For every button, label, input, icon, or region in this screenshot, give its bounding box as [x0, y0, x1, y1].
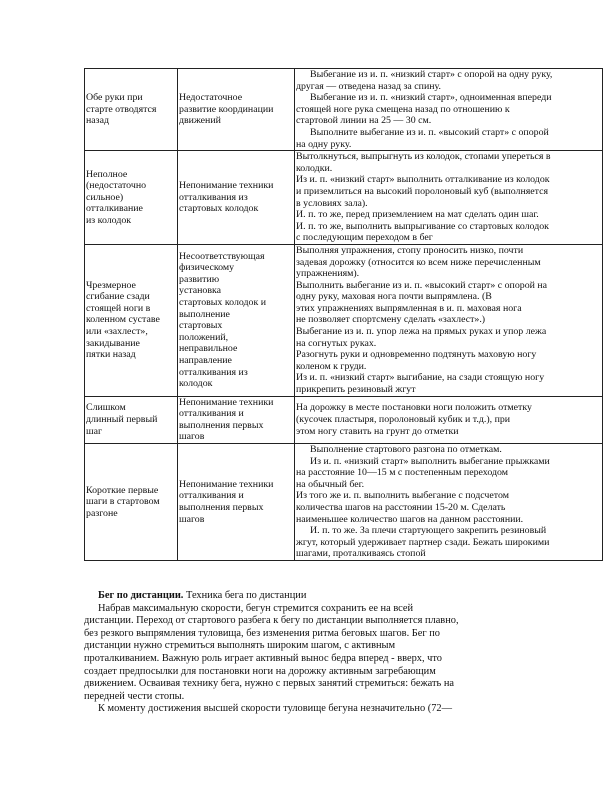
paragraph-line: передней чести стопы. — [84, 690, 185, 702]
exercise-cell — [295, 444, 603, 561]
paragraph-line: дистанции. Переход от стартового разбега к бегу по дистанции выполняется плавно, — [84, 615, 459, 627]
cause-cell-line: Недостаточное — [179, 92, 243, 104]
error-cell-line: сильное) — [86, 191, 124, 203]
exercise-cell-line: не позволяет спортсмену сделать «захлест».) — [296, 314, 486, 326]
exercise-cell-line: Выбегание из и. п. упор лежа на прямых руках и упор лежа — [296, 326, 547, 338]
error-cell-line: или «захлест», — [86, 326, 148, 338]
exercise-cell-line: в условиях зала). — [296, 197, 368, 209]
exercise-cell-line: Выбегание из и. п. «низкий старт» с опорой на одну руку, — [310, 69, 553, 80]
cause-cell-line: стартовых колодок и — [179, 297, 267, 309]
paragraph-line: без резкого выпрямления туловища, без изменения ритма беговых шагов. Бег по — [84, 627, 440, 639]
exercise-cell-line: Из того же и. п. выполнить выбегание с подсчетом — [296, 490, 509, 502]
error-cell — [85, 444, 178, 561]
cause-cell-line: отталкивания и — [179, 490, 244, 502]
cause-cell-line: установка — [179, 285, 222, 297]
error-cell-line: стоящей ноги в — [86, 302, 151, 314]
error-cell-line: шаг — [86, 425, 103, 437]
cause-cell-line: Непонимание техники — [179, 478, 274, 490]
exercise-cell-line: упражнениям). — [296, 268, 360, 280]
section-heading: Бег по дистанции. — [98, 590, 184, 601]
exercise-cell-line: И. п. то же, перед приземлением на мат сделать один шаг. — [296, 209, 539, 221]
exercise-cell-line: этих упражнениях выпрямленная в и. п. маховая нога — [296, 302, 522, 314]
cause-cell-line: Непонимание техники — [179, 396, 274, 408]
error-cell-line: разгоне — [86, 507, 118, 519]
cause-cell-line: развитию — [179, 273, 220, 285]
error-cell-line: Слишком — [86, 402, 126, 414]
error-cell — [85, 69, 178, 151]
paragraph-line: дистанции нужно стремиться выполнять широким шагом, с активным — [84, 640, 396, 652]
error-cell-line: пятки назад — [86, 349, 136, 361]
cause-cell-line: неправильное — [179, 343, 238, 355]
exercise-cell-line: Разогнуть руки и одновременно подтянуть маховую ногу — [296, 349, 537, 361]
exercise-cell-line: Выполнение стартового разгона по отметкам. — [310, 444, 502, 455]
exercise-cell-line: стоящей ноге рука смещена назад по отношению к — [296, 103, 510, 115]
error-cell-line: Обе руки при — [86, 92, 143, 104]
exercise-cell-line: Из и. п. «низкий старт» выполнить отталкивание из колодок — [296, 174, 550, 186]
table-row — [85, 396, 603, 443]
exercise-cell-line: жгут, который удерживает партнер сзади. Бежать широкими — [296, 536, 550, 548]
exercise-cell-line: наименьшее количество шагов на данном расстоянии. — [296, 513, 524, 525]
cause-cell — [178, 396, 295, 443]
cause-cell-line: направление — [179, 355, 232, 367]
error-cell-line: закидывание — [86, 337, 140, 349]
errors-table — [84, 68, 603, 561]
cause-cell-line: Несоответствующая — [179, 250, 265, 262]
error-cell-line: шаги в стартовом — [86, 496, 160, 508]
exercise-cell-line: на обычный бег. — [296, 478, 365, 490]
error-cell-line: длинный первый — [86, 414, 158, 426]
exercise-cell-line: одну руку, маховая нога почти выпрямлена. (В — [296, 291, 492, 303]
cause-cell-line: шагов — [179, 513, 205, 525]
cause-cell-line: отталкивания из — [179, 191, 248, 203]
section-subheading: Техника бега по дистанции — [183, 590, 307, 601]
exercise-cell-line: На дорожку в месте постановки ноги положить отметку — [296, 402, 532, 414]
exercise-cell-line: с последующим переходом в бег — [296, 232, 433, 244]
exercise-cell-line: колодки. — [296, 162, 333, 174]
exercise-cell-line: Выполнить выбегание из и. п. «высокий старт» с опорой на — [296, 279, 548, 291]
exercise-cell-line: Выполняя упражнения, стопу проносить низко, почти — [296, 244, 524, 256]
exercise-cell-line: стартовой линии на 25 — 30 см. — [296, 115, 432, 127]
table-row — [85, 151, 603, 245]
section-heading-line — [84, 590, 584, 603]
error-cell-line: Неполное — [86, 168, 128, 180]
table-row — [85, 244, 603, 396]
cause-cell — [178, 244, 295, 396]
error-cell-line: старте отводятся — [86, 103, 157, 115]
exercise-cell-line: Из и. п. «низкий старт» выгибание, на сзади стоящую ногу — [296, 372, 545, 384]
cause-cell-line: отталкивания и — [179, 408, 244, 420]
exercise-cell — [295, 396, 603, 443]
cause-cell-line: физическому — [179, 262, 235, 274]
error-cell — [85, 396, 178, 443]
paragraph-line: Набрав максимальную скорости, бегун стремится сохранить ее на всей — [98, 602, 414, 614]
errors-table-body — [85, 69, 603, 561]
cause-cell — [178, 69, 295, 151]
error-cell-line: (недостаточно — [86, 180, 147, 192]
exercise-cell-line: коленом к груди. — [296, 360, 367, 372]
cause-cell — [178, 444, 295, 561]
exercise-cell-line: (кусочек пластыря, поролоновый кубик и т.д.), при — [296, 414, 511, 426]
error-cell — [85, 244, 178, 396]
table-row — [85, 444, 603, 561]
cause-cell-line: стартовых колодок — [179, 203, 259, 215]
error-cell — [85, 151, 178, 245]
cause-cell-line: стартовых — [179, 320, 223, 332]
exercise-cell-line: Вытолкнуться, выпрыгнуть из колодок, стопами упереться в — [296, 151, 551, 163]
error-cell-line: сгибание сзади — [86, 291, 150, 303]
exercise-cell-line: на согнутых руках. — [296, 337, 377, 349]
exercise-cell-line: прикрепить резиновый жгут — [296, 384, 416, 396]
error-cell-line: Короткие первые — [86, 484, 159, 496]
section-body — [84, 590, 584, 716]
exercise-cell-line: Выполните выбегание из и. п. «высокий старт» с опорой — [310, 126, 549, 138]
section-paragraphs — [84, 603, 584, 716]
exercise-cell — [295, 151, 603, 245]
error-cell-line: отталкивание — [86, 203, 143, 215]
error-cell-line: коленном суставе — [86, 314, 160, 326]
exercise-cell-line: этом ногу ставить на грунт до отметки — [296, 425, 459, 437]
paragraph-line: движением. Осваивая технику бега, нужно с первых занятий стремиться: бежать на — [84, 678, 455, 690]
cause-cell-line: шагов — [179, 431, 205, 443]
exercise-cell-line: на расстояние 10—15 м с постепенным переходом — [296, 467, 509, 479]
paragraph-line: проталкиванием. Важную роль играет активный вынос бедра вперед - вверх, что — [84, 652, 442, 664]
error-cell-line: Чрезмерное — [86, 279, 136, 291]
cause-cell-line: положений, — [179, 331, 229, 343]
cause-cell-line: развитие координации — [179, 103, 274, 115]
error-cell-line: из колодок — [86, 214, 132, 226]
cause-cell — [178, 151, 295, 245]
cause-cell-line: выполнения первых — [179, 501, 264, 513]
paragraph-line: создает предпосылки для постановки ноги на дорожку активным загребающим — [84, 665, 436, 677]
table-row — [85, 69, 603, 151]
exercise-cell-line: И. п. то же. За плечи стартующего закрепить резиновый — [310, 525, 547, 537]
exercise-cell-line: шагами, проталкиваясь стопой — [296, 548, 426, 560]
exercise-cell-line: количества шагов на расстоянии 15-20 м. Сделать — [296, 501, 506, 513]
paragraph-line: К моменту достижения высшей скорости туловище бегуна незначительно (72— — [98, 703, 453, 715]
exercise-cell-line: И. п. то же, выполнить выпрыгивание со стартовых колодок — [296, 220, 549, 232]
exercise-cell-line: задевая дорожку (относится ко всем ниже перечисленным — [296, 256, 541, 268]
exercise-cell-line: Из и. п. «низкий старт» выполнить выбегание прыжками — [310, 455, 550, 467]
exercise-cell — [295, 244, 603, 396]
cause-cell-line: движений — [179, 115, 221, 127]
cause-cell-line: выполнения первых — [179, 419, 264, 431]
exercise-cell-line: Выбегание из и. п. «низкий старт», одноименная впереди — [310, 92, 552, 104]
cause-cell-line: отталкивания из — [179, 366, 248, 378]
exercise-cell-line: и приземлиться на высокий поролоновый куб (выполняется — [296, 185, 549, 197]
cause-cell-line: выполнение — [179, 308, 230, 320]
cause-cell-line: Непонимание техники — [179, 180, 274, 192]
exercise-cell-line: на одну руку. — [296, 138, 352, 150]
exercise-cell-line: другая — отведена назад за спину. — [296, 80, 441, 92]
cause-cell-line: колодок — [179, 378, 213, 390]
exercise-cell — [295, 69, 603, 151]
error-cell-line: назад — [86, 115, 109, 127]
